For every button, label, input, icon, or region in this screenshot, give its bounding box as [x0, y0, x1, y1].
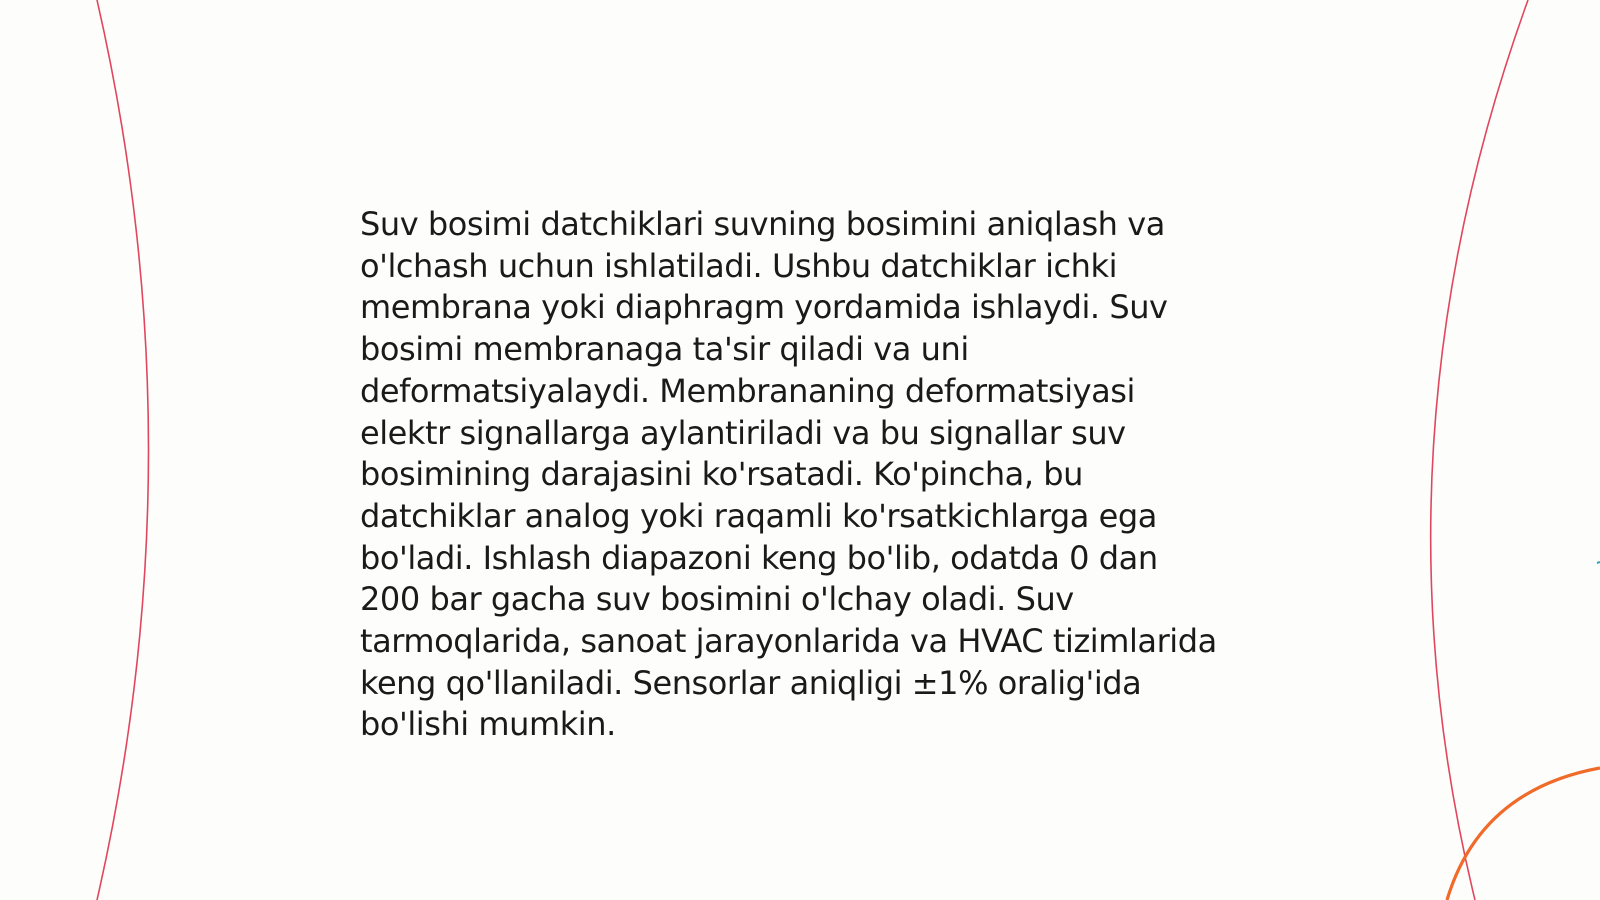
right-curve-line: [1431, 0, 1528, 900]
body-paragraph: Suv bosimi datchiklari suvning bosimini aniqlash va o'lchash uchun ishlatiladi. Ushbu datchiklar ichki membrana yoki diaphragm yordamida ishlaydi. Suv bosimi membranaga ta'sir qiladi va uni deformatsiyalaydi. Membrananing deformatsiyasi elektr signallarga aylantiriladi va bu signallar suv bosimining darajasini ko'rsatadi. Ko'pincha, bu datchiklar analog yoki raqamli ko'rsatkichlarga ega bo'ladi. Ishlash diapazoni keng bo'lib, odatda 0 dan 200 bar gacha suv bosimini o'lchay oladi. Suv tarmoqlarida, sanoat jarayonlarida va HVAC tizimlarida keng qo'llaniladi. Sensorlar aniqligi ±1% oralig'ida bo'lishi mumkin.: [360, 205, 1217, 744]
left-curve-line: [97, 0, 149, 900]
